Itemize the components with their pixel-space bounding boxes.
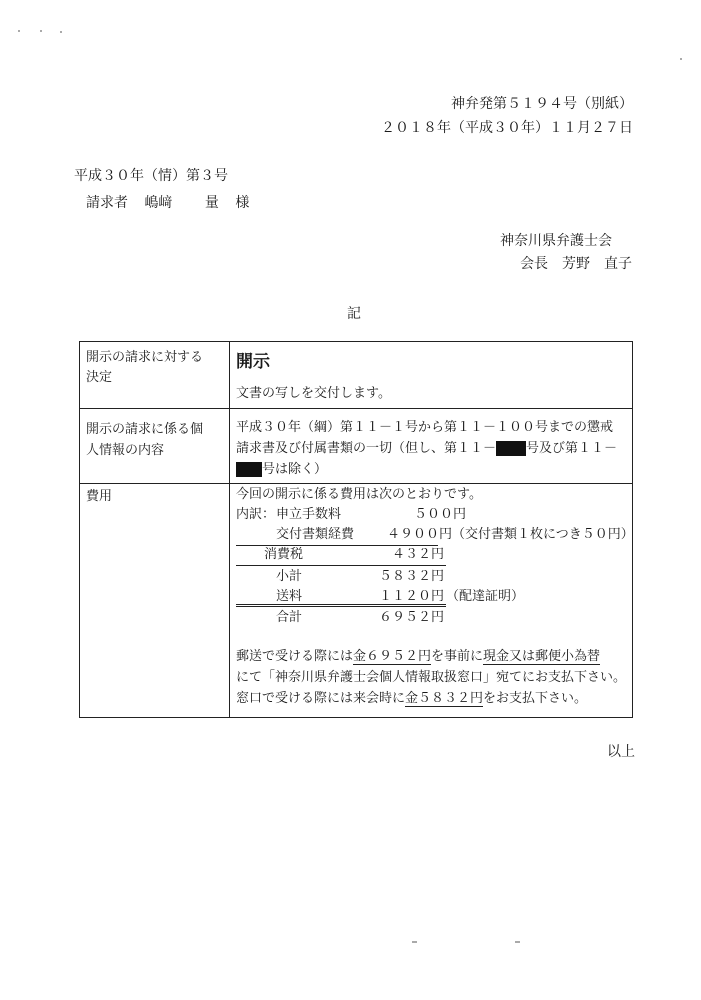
closing-ijo: 以上 (607, 744, 635, 760)
reference-number: 平成３０年（情）第３号 (74, 168, 228, 184)
issuance-value: ４９００円 (386, 527, 452, 542)
payment-line1-method: 現金又は郵便小為替 (483, 649, 601, 664)
fee-intro: 今回の開示に係る費用は次のとおりです。 (236, 487, 482, 502)
recipient-family-name: 嶋﨑 (144, 195, 173, 211)
scan-speck (515, 941, 520, 943)
info-content-line3-text: 号は除く） (262, 462, 328, 477)
redaction-box (496, 441, 526, 456)
recipient-line (86, 192, 249, 212)
payment-line3 (236, 689, 587, 709)
decision-value: 開示 (236, 352, 270, 372)
total-value: ６９５２円 (378, 610, 444, 625)
shipping-value: １１２０円 (378, 589, 444, 604)
recipient-honorific: 様 (235, 195, 250, 211)
row1-label-line2: 決定 (86, 370, 113, 385)
shipping-label: 送料 (276, 589, 303, 604)
application-fee-label: 申立手数料 (276, 507, 342, 522)
total-label: 合計 (276, 610, 303, 625)
info-content-line2-b: 号及び第１１－ (526, 441, 618, 456)
payment-line2: にて「神奈川県弁護士会個人情報取扱窓口」宛てにお支払下さい。 (236, 670, 627, 685)
payment-line1-c: を事前に (431, 649, 484, 664)
shipping-note: （配達証明） (446, 589, 525, 604)
info-content-line2 (236, 439, 617, 459)
payment-line3-c: をお支払下さい。 (483, 691, 588, 706)
row3-label: 費用 (86, 489, 113, 504)
table-row-divider (80, 483, 632, 484)
payment-line1-a: 郵送で受ける際には (236, 649, 354, 664)
table-column-divider (229, 342, 230, 717)
issuance-label: 交付書類経費 (276, 527, 355, 542)
scan-speck (60, 31, 62, 33)
document-number: 神弁発第５１９４号（別紙） (451, 96, 633, 112)
payment-line3-a: 窓口で受ける際には来会時に (236, 691, 406, 706)
decision-detail: 文書の写しを交付します。 (236, 386, 391, 401)
subtotal-label: 小計 (276, 569, 303, 584)
scan-speck (40, 30, 42, 32)
fee-prefix: 内訳： (236, 507, 276, 522)
payment-line1-mail-amount: 金６９５２円 (353, 649, 432, 664)
recipient-given-name: 量 (204, 195, 219, 211)
tax-value: ４３２円 (391, 547, 444, 562)
disclosure-table (79, 341, 633, 718)
sender-organization: 神奈川県弁護士会 (500, 233, 612, 249)
subtotal-value: ５８３２円 (378, 569, 444, 584)
payment-line3-counter-amount: 金５８３２円 (405, 691, 484, 706)
scan-speck (412, 941, 417, 943)
payment-line1 (236, 647, 600, 667)
row1-label-line1: 開示の請求に対する (86, 350, 204, 365)
info-content-line2-a: 請求書及び付属書類の一切（但し、第１１－ (236, 441, 497, 456)
issuance-note: （交付書類１枚につき５０円） (452, 527, 634, 542)
application-fee-value: ５００円 (413, 507, 466, 522)
redaction-box (236, 462, 262, 477)
tax-label: 消費税 (264, 547, 304, 562)
document-date: ２０１８年（平成３０年）１１月２７日 (381, 120, 633, 136)
recipient-label: 請求者 (86, 195, 128, 211)
scan-speck (680, 58, 682, 60)
ki-heading: 記 (347, 306, 361, 322)
sender-president: 会長 芳野 直子 (520, 256, 632, 272)
info-content-line1: 平成３０年（綱）第１１－１号から第１１－１００号までの懲戒 (236, 420, 614, 435)
table-row-divider (80, 408, 632, 409)
row2-label-line2: 人情報の内容 (86, 443, 165, 458)
scan-speck (18, 30, 20, 32)
info-content-line3 (236, 460, 327, 480)
row2-label-line1: 開示の請求に係る個 (86, 422, 204, 437)
